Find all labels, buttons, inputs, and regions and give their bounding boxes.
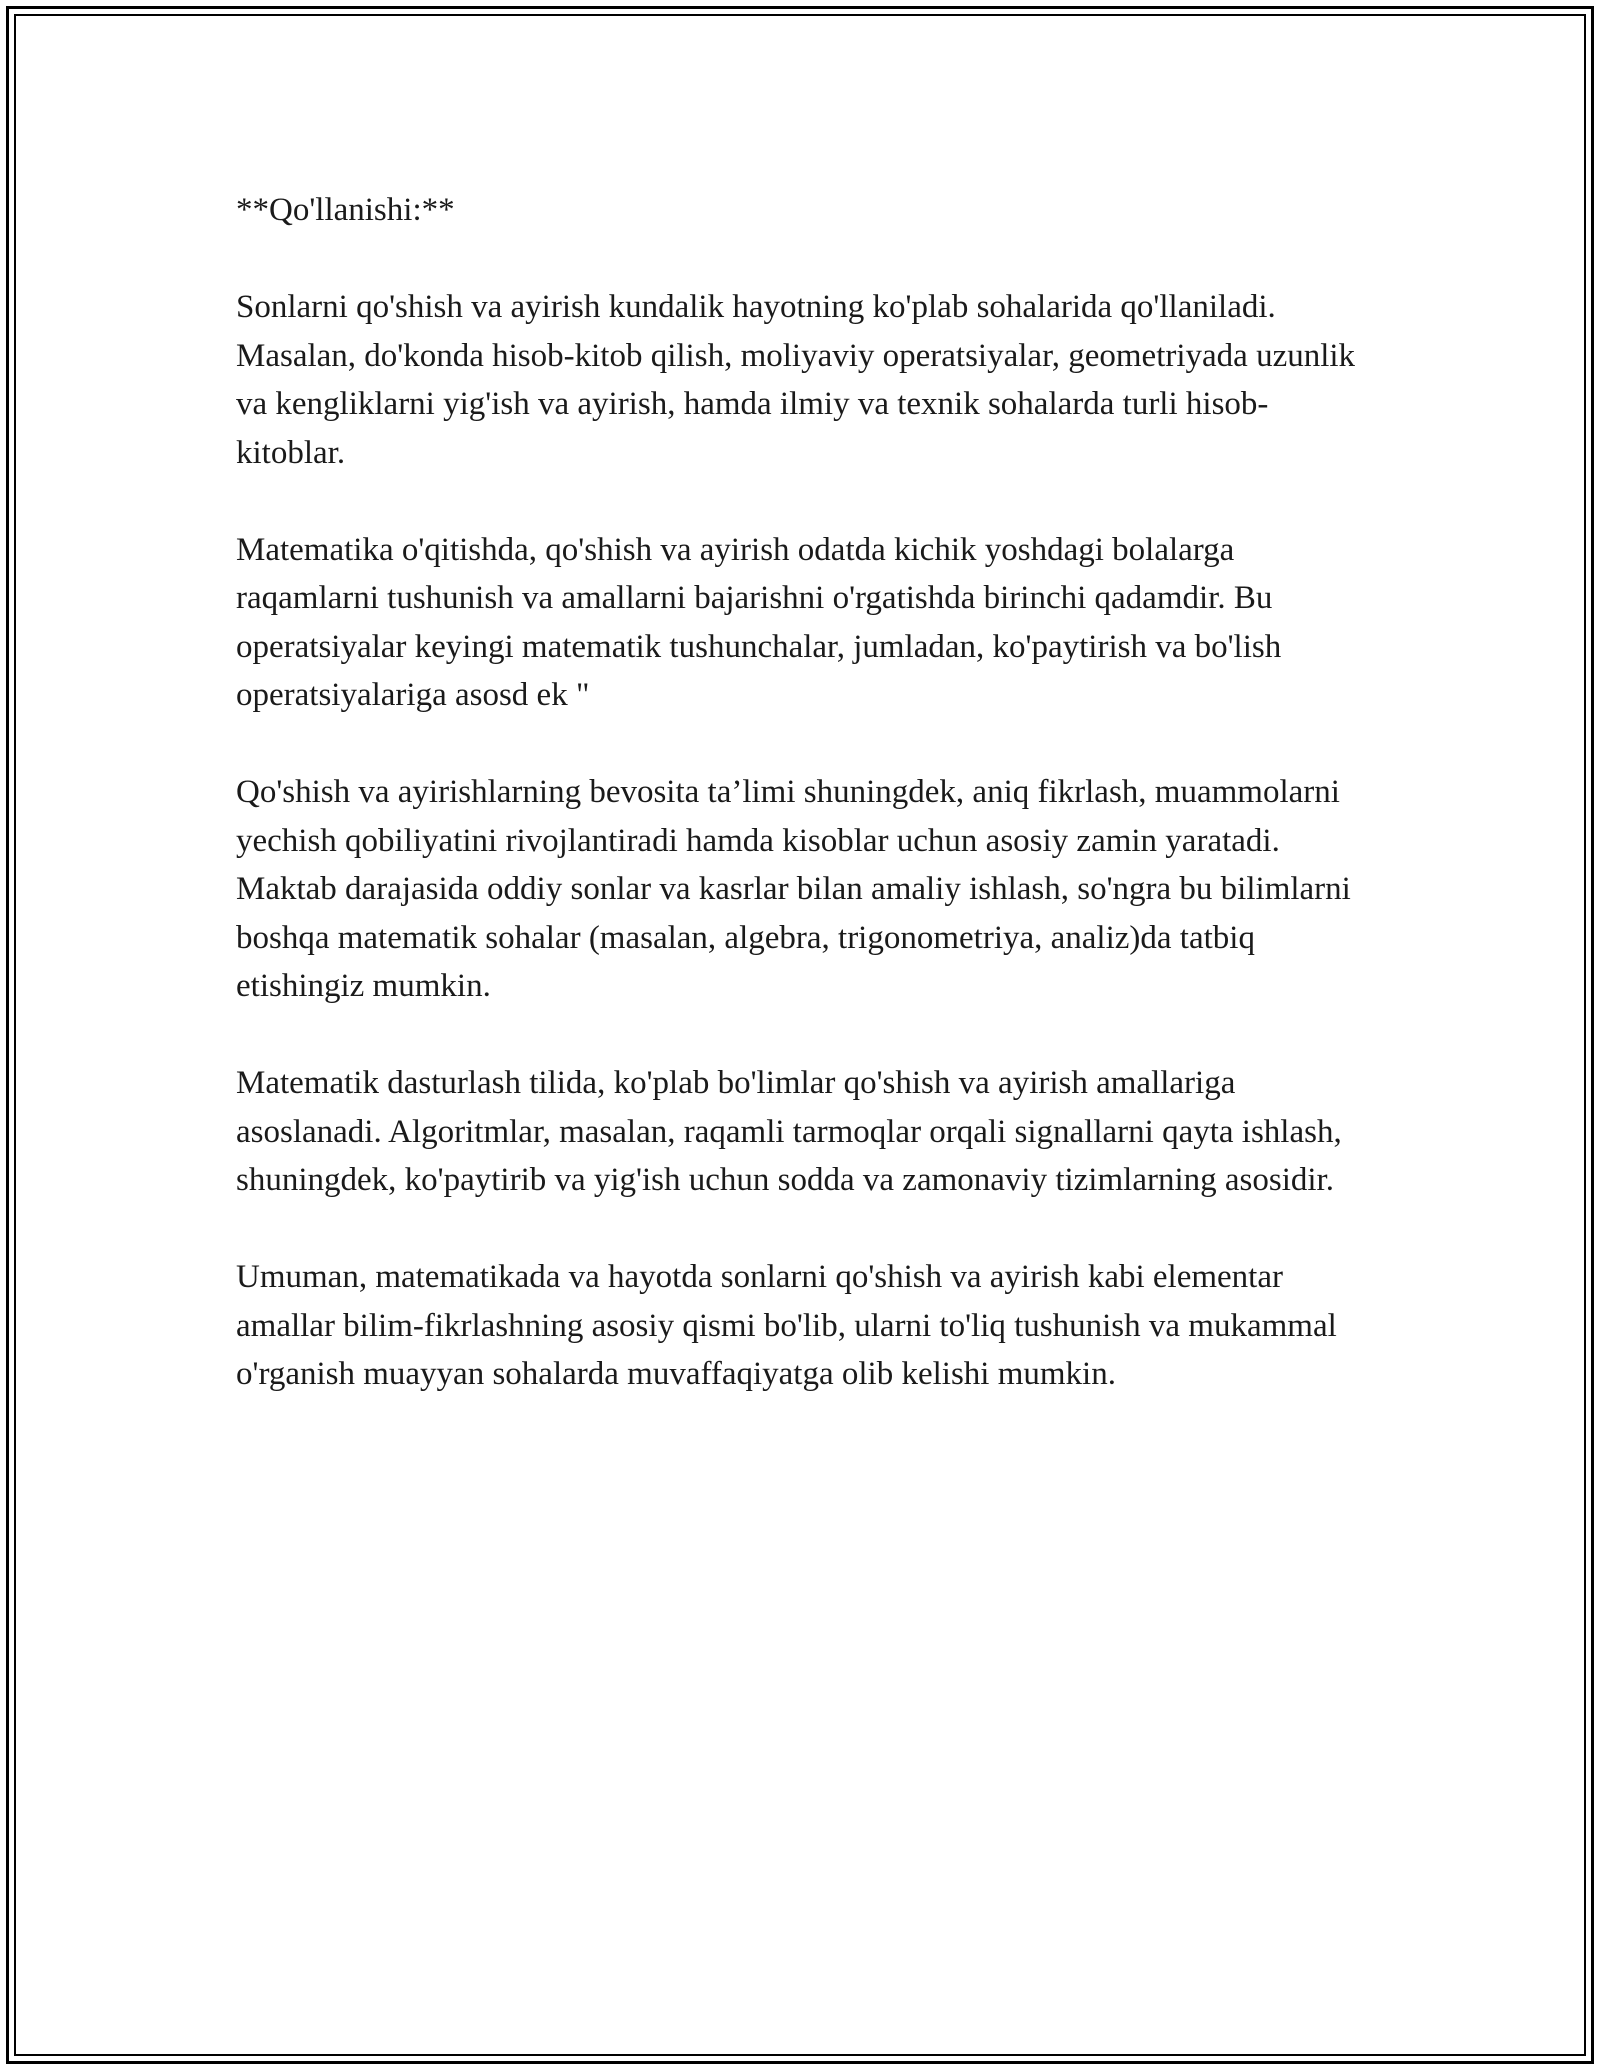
document-body	[236, 186, 1356, 1447]
paragraph-4: Matematik dasturlash tilida, ko'plab bo'limlar qo'shish va ayirish amallariga asoslanadi. Algoritmlar, masalan, raqamli tarmoqlar orqali signallarni qayta ishlash, shuningdek, ko'paytirib va yig'ish uchun sodda va zamonaviy tizimlarning asosidir.	[236, 1065, 1342, 1198]
paragraph-2: Matematika o'qitishda, qo'shish va ayirish odatda kichik yoshdagi bolalarga raqamlarni tushunish va amallarni bajarishni o'rgatishda birinchi qadamdir. Bu operatsiyalar keyingi matematik tushunchalar, jumladan, ko'paytirish va bo'lish operatsiyalariga asosd ek "	[236, 531, 1282, 713]
paragraph-5: Umuman, matematikada va hayotda sonlarni qo'shish va ayirish kabi elementar amallar bilim-fikrlashning asosiy qismi bo'lib, ularni to'liq tushunish va mukammal o'rganish muayyan sohalarda muvaffaqiyatga olib kelishi mumkin.	[236, 1259, 1337, 1392]
section-heading: **Qo'llanishi:**	[236, 192, 455, 228]
paragraph-1: Sonlarni qo'shish va ayirish kundalik hayotning ko'plab sohalarida qo'llaniladi. Masalan, do'konda hisob-kitob qilish, moliyaviy operatsiyalar, geometriyada uzunlik va kengliklarni yig'ish va ayirish, hamda ilmiy va texnik sohalarda turli hisob-kitoblar.	[236, 289, 1356, 471]
paragraph-3: Qo'shish va ayirishlarning bevosita ta’limi shuningdek, aniq fikrlash, muammolarni yechish qobiliyatini rivojlantiradi hamda kisoblar uchun asosiy zamin yaratadi. Maktab darajasida oddiy sonlar va kasrlar bilan amaliy ishlash, so'ngra bu bilimlarni boshqa matematik sohalar (masalan, algebra, trigonometriya, analiz)da tatbiq etishingiz mumkin.	[236, 774, 1351, 1004]
